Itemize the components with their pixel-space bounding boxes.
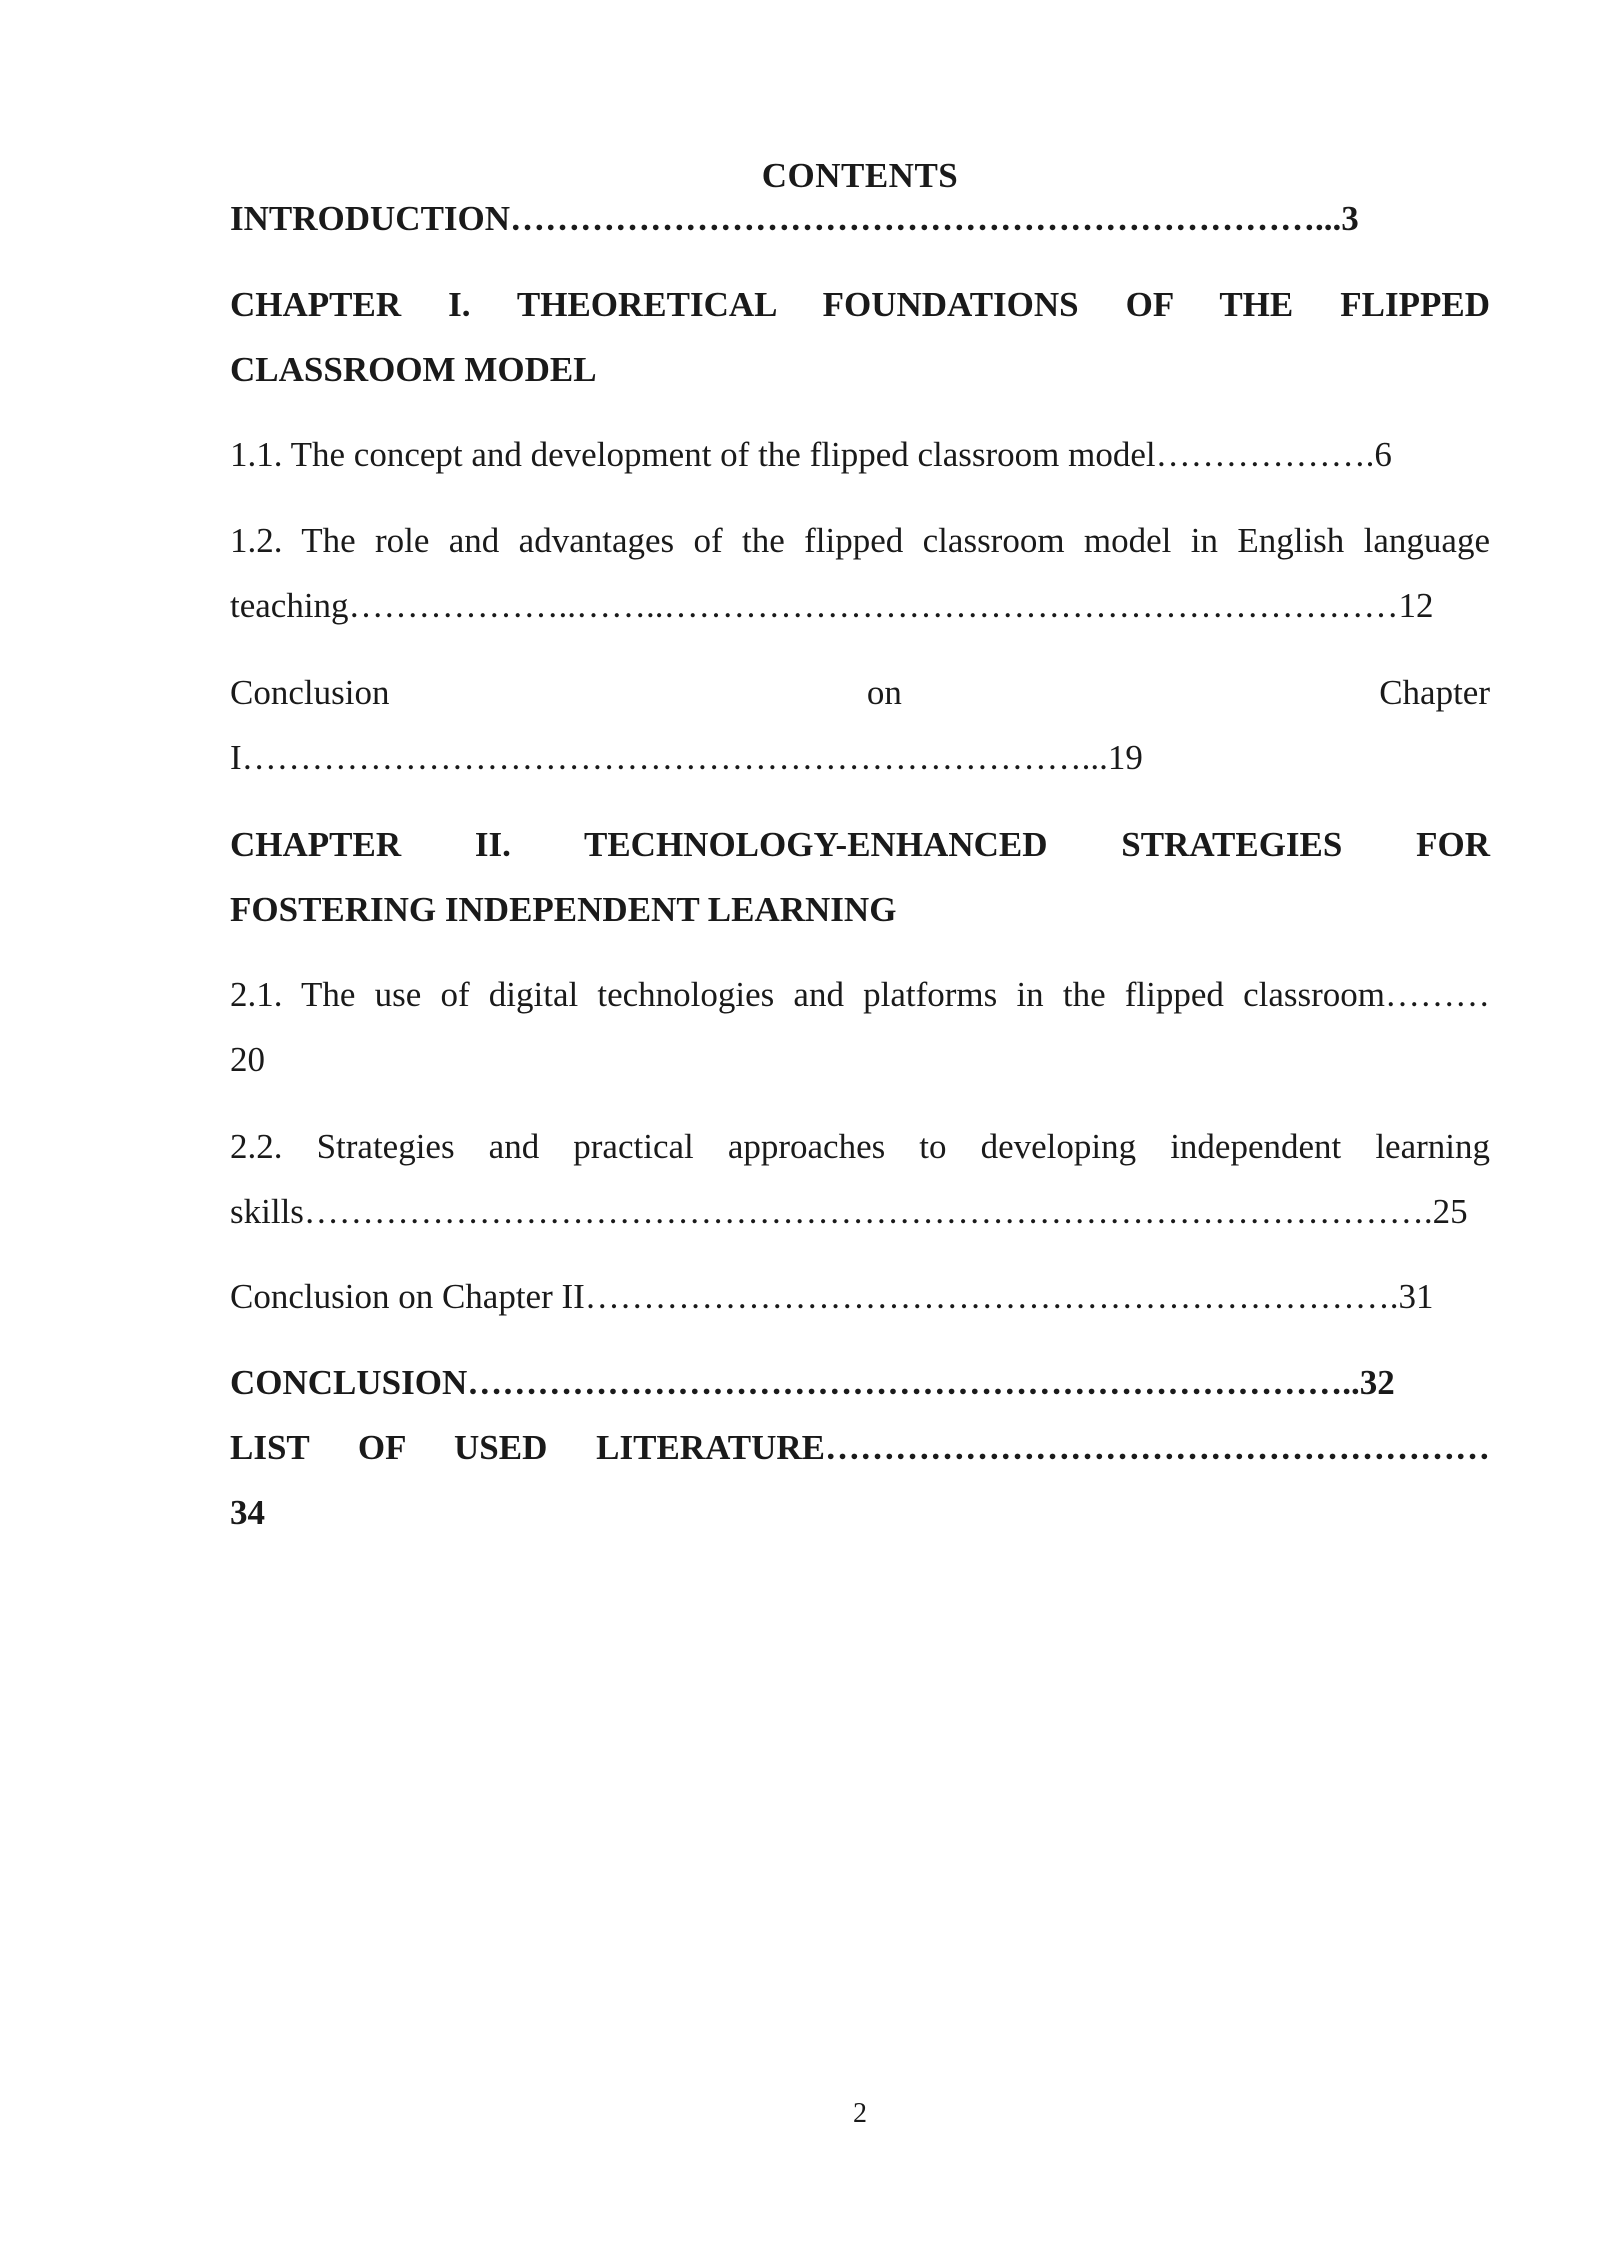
toc-entry-conclusion-chapter-2 [230,1264,1490,1329]
toc-entry-text: LIST OF USED LITERATURE………………………………………………… [230,1428,1490,1467]
toc-entry-text: CONCLUSION…………………………………………………………………..32 [230,1363,1395,1402]
contents-heading: CONTENTS [761,156,959,195]
toc-entry-text: 1.1. The concept and development of the flipped classroom model……………….6 [230,435,1392,474]
toc-entry-text: CHAPTER II. TECHNOLOGY-ENHANCED STRATEGIES FOR [230,825,1490,864]
page-number: 2 [853,2098,867,2129]
toc-entry-conclusion-chapter-1 [230,660,1490,790]
toc-entry-2-1 [230,962,1490,1092]
toc-entry-conclusion [230,1350,1490,1415]
toc-entry-text: CLASSROOM MODEL [230,350,597,389]
toc-entry-literature [230,1415,1490,1545]
toc-entry-text: I………………………………………………………………...19 [230,738,1143,777]
toc-entry-text: 20 [230,1040,265,1079]
toc-entry-text: teaching………………..……..………………………………………………………12 [230,586,1434,625]
toc-entry-chapter-2 [230,812,1490,942]
toc-entry-text: INTRODUCTION……………………………………………………………...3 [230,199,1359,238]
toc-entry-text: Conclusion on Chapter II…………………………………………………………….31 [230,1277,1434,1316]
toc-entry-text: 1.2. The role and advantages of the flipped classroom model in English language [230,521,1490,560]
toc-entry-text: 34 [230,1493,265,1532]
toc-entry-introduction [230,186,1490,251]
toc-entry-text: skills…………………………………………………………………………………….25 [230,1192,1468,1231]
toc-entry-text: CHAPTER I. THEORETICAL FOUNDATIONS OF THE FLIPPED [230,285,1490,324]
toc-entry-text: 2.1. The use of digital technologies and platforms in the flipped classroom……… [230,975,1490,1014]
toc-entry-1-2 [230,508,1490,638]
toc-entry-text: Conclusion on Chapter [230,673,1490,712]
toc-entry-1-1 [230,422,1490,487]
toc-entry-text: FOSTERING INDEPENDENT LEARNING [230,890,897,929]
toc-entry-text: 2.2. Strategies and practical approaches to developing independent learning [230,1127,1490,1166]
toc-entry-2-2 [230,1114,1490,1244]
toc-entry-chapter-1 [230,272,1490,402]
